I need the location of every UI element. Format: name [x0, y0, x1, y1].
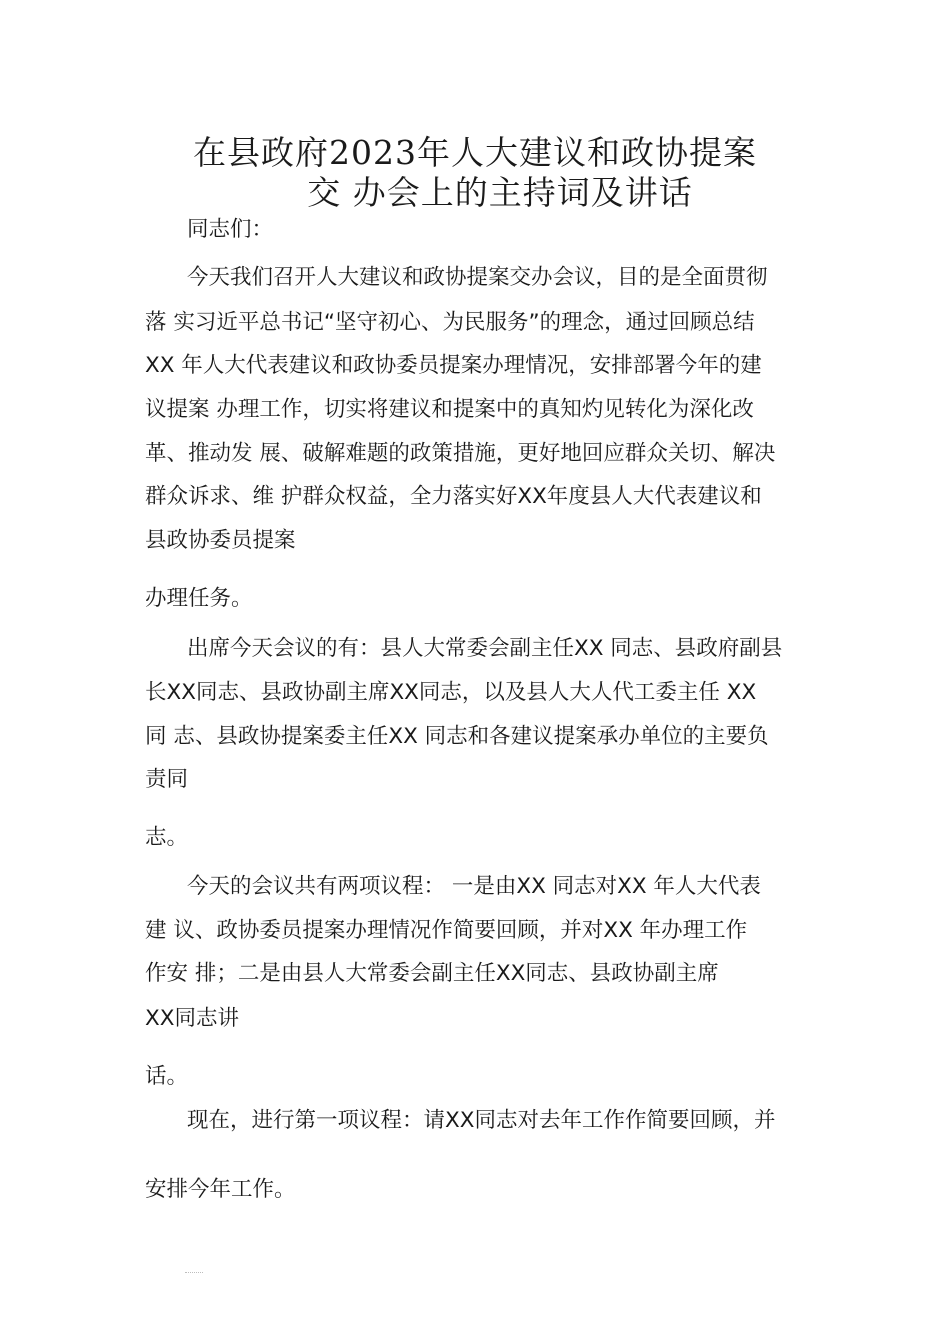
paragraph-3-line-3: 作安 排；二是由县人大常委会副主任XX同志、县政协副主席 — [145, 961, 719, 986]
document-title-line-1: 在县政府2023年人大建议和政协提案 — [193, 133, 757, 172]
paragraph-2-line-2: 长XX同志、县政协副主席XX同志，以及县人大人代工委主任 XX — [145, 680, 757, 705]
paragraph-1-line-4: 议提案 办理工作，切实将建议和提案中的真知灼见转化为深化改 — [145, 397, 754, 422]
paragraph-2-line-1: 出席今天会议的有：县人大常委会副主任XX 同志、县政府副县 — [187, 636, 783, 661]
paragraph-3-line-2: 建 议、政协委员提案办理情况作简要回顾，并对XX 年办理工作 — [145, 918, 748, 943]
salutation: 同志们： — [187, 217, 274, 242]
paragraph-1-line-8: 办理任务。 — [145, 586, 253, 611]
paragraph-3-line-4: XX同志讲 — [145, 1006, 239, 1031]
paragraph-1-line-1: 今天我们召开人大建议和政协提案交办会议，目的是全面贯彻 — [187, 265, 768, 290]
paragraph-1-line-6: 群众诉求、维 护群众权益，全力落实好XX年度县人大代表建议和 — [145, 484, 762, 509]
paragraph-1-line-7: 县政协委员提案 — [145, 528, 296, 553]
paragraph-4-line-2: 安排今年工作。 — [145, 1177, 296, 1202]
paragraph-4-line-1: 现在，进行第一项议程：请XX同志对去年工作作简要回顾，并 — [187, 1108, 776, 1133]
paragraph-3-line-1: 今天的会议共有两项议程： 一是由XX 同志对XX 年人大代表 — [187, 874, 761, 899]
document-title-line-2: 交 办会上的主持词及讲话 — [307, 173, 693, 212]
paragraph-2-line-3: 同 志、县政协提案委主任XX 同志和各建议提案承办单位的主要负 — [145, 724, 769, 749]
paragraph-3-line-5: 话。 — [145, 1064, 189, 1089]
paragraph-2-line-4: 责同 — [145, 767, 189, 792]
paragraph-1-line-2: 落 实习近平总书记“坚守初心、为民服务”的理念，通过回顾总结 — [145, 310, 755, 335]
page-footer-mark — [185, 1272, 203, 1275]
paragraph-1-line-3: XX 年人大代表建议和政协委员提案办理情况，安排部署今年的建 — [145, 353, 762, 378]
paragraph-1-line-5: 革、推动发 展、破解难题的政策措施，更好地回应群众关切、解决 — [145, 441, 776, 466]
paragraph-2-line-5: 志。 — [145, 825, 189, 850]
